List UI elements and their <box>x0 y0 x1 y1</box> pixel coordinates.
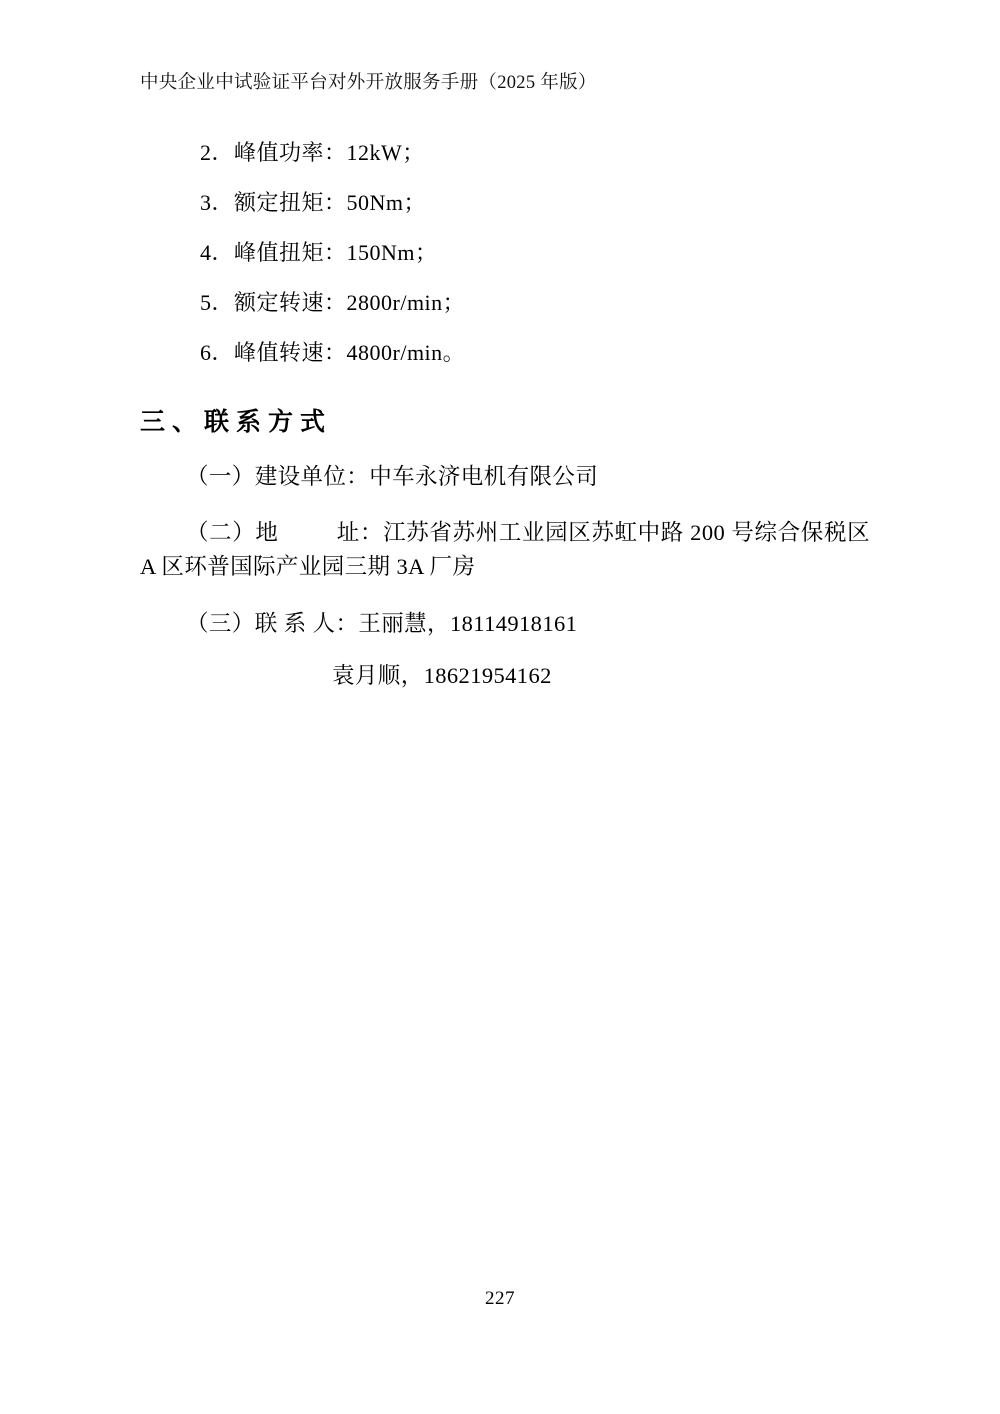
contact-item-builder-label: （一）建设单位： <box>186 464 370 489</box>
contact-item-person-label: （三）联 系 人： <box>186 610 359 636</box>
list-item: 6．峰值转速：4800r/min。 <box>200 340 466 365</box>
page-content <box>140 0 870 693</box>
contact-item-person <box>140 607 870 641</box>
list-item: 5．额定转速：2800r/min； <box>200 290 466 315</box>
contact-item-address-label2: 址： <box>336 520 384 546</box>
contact-second-person: 袁月顺，18621954162 <box>332 662 552 688</box>
document-header: 中央企业中试验证平台对外开放服务手册（2025 年版） <box>140 73 597 93</box>
contact-item-address <box>140 516 870 584</box>
contact-item-person-value: 王丽慧，18114918161 <box>358 610 578 636</box>
section-title: 三、联系方式 <box>140 409 333 436</box>
contact-item-builder-value: 中车永济电机有限公司 <box>369 464 599 489</box>
contact-item-builder <box>140 460 870 494</box>
contact-item-address-value: 江苏省苏州工业园区苏虹中路 200 号综合保税区 A 区环普国际产业园三期 3A 厂房 <box>140 520 870 580</box>
list-item: 3．额定扭矩：50Nm； <box>200 190 427 215</box>
spec-list <box>140 142 870 364</box>
contact-item-address-label: （二）地 <box>186 520 279 546</box>
list-item: 2．峰值功率：12kW； <box>200 140 425 165</box>
page-number: 227 <box>485 1288 515 1309</box>
list-item: 4．峰值扭矩：150Nm； <box>200 240 438 265</box>
